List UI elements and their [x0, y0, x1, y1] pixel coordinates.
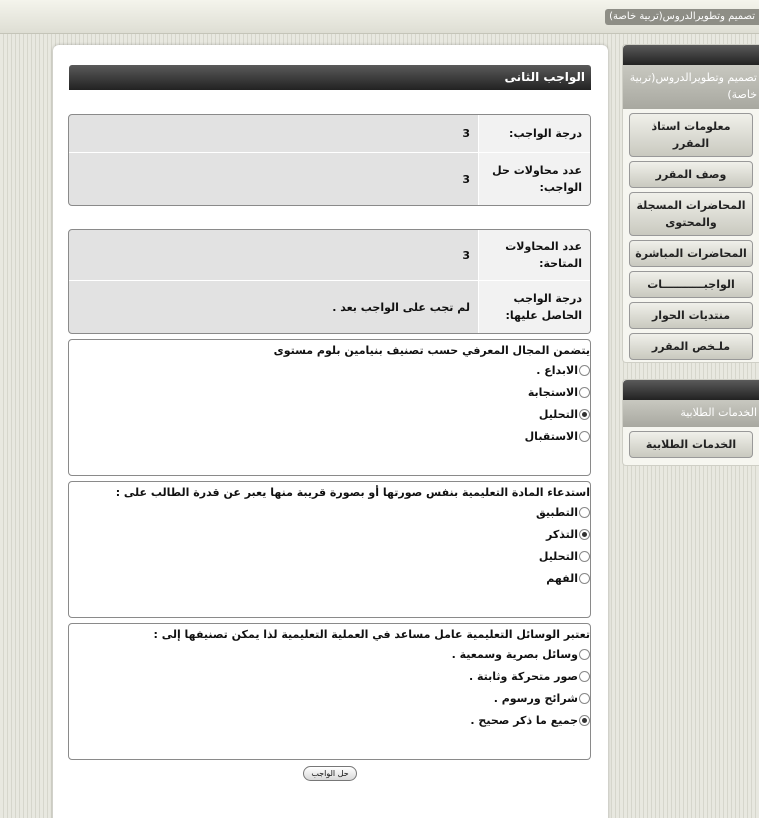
- info-row: [69, 230, 590, 281]
- menu-forums[interactable]: منتديات الحوار: [629, 302, 753, 329]
- option-label: الاستقبال: [524, 429, 578, 443]
- assignment-info-table: [68, 114, 591, 206]
- question-text: استدعاء المادة التعليمية بنفس صورتها أو بصورة قريبة منها يعبر عن قدرة الطالب على :: [115, 486, 590, 499]
- option-label: التحليل: [538, 549, 578, 563]
- services-menu-header: [623, 380, 759, 400]
- question-text: تعتبر الوسائل التعليمية عامل مساعد في العملية التعليمية لذا يمكن تصنيفها إلى :: [153, 628, 590, 641]
- radio-button-selected[interactable]: [579, 715, 590, 726]
- info-row: [69, 281, 590, 333]
- assignment-panel: [53, 45, 608, 818]
- radio-button[interactable]: [579, 573, 590, 584]
- option-label: الاستجابة: [527, 385, 578, 399]
- info-value: لم تجب على الواجب بعد .: [332, 300, 470, 314]
- info-label: عدد محاولات حل الواجب:: [478, 153, 590, 205]
- answer-option[interactable]: [69, 643, 590, 665]
- menu-recorded-lectures[interactable]: المحاضرات المسجلة والمحتوى: [629, 192, 753, 236]
- option-label: التحليل: [538, 407, 578, 421]
- radio-button[interactable]: [579, 649, 590, 660]
- course-title: تصميم وتطويرالدروس(تربية خاصة): [623, 65, 759, 109]
- course-menu-header: [623, 45, 759, 65]
- menu-assignments[interactable]: الواجبـــــــــــات: [629, 271, 753, 298]
- radio-button-selected[interactable]: [579, 409, 590, 420]
- radio-button[interactable]: [579, 387, 590, 398]
- question-1: [68, 339, 591, 476]
- option-label: صور متحركة وثابتة .: [468, 669, 578, 683]
- info-label: درجة الواجب:: [478, 115, 590, 152]
- menu-course-summary[interactable]: ملـخص المقرر: [629, 333, 753, 360]
- answer-option[interactable]: [69, 567, 590, 589]
- menu-instructor-info[interactable]: معلومات استاذ المقرر: [629, 113, 753, 157]
- answer-option[interactable]: [69, 523, 590, 545]
- radio-button[interactable]: [579, 365, 590, 376]
- radio-button[interactable]: [579, 693, 590, 704]
- info-row: [69, 115, 590, 153]
- top-bar: [0, 0, 759, 34]
- answer-option[interactable]: [69, 687, 590, 709]
- option-label: وسائل بصرية وسمعية .: [451, 647, 578, 661]
- info-value: 3: [462, 248, 470, 262]
- menu-student-services[interactable]: الخدمات الطلابية: [629, 431, 753, 458]
- course-menu: [622, 44, 759, 363]
- services-title: الخدمات الطلابية: [623, 400, 759, 427]
- question-2: [68, 481, 591, 618]
- option-label: التطبيق: [535, 505, 578, 519]
- menu-live-lectures[interactable]: المحاضرات المباشرة: [629, 240, 753, 267]
- breadcrumb[interactable]: تصميم وتطويرالدروس(تربية خاصة): [605, 9, 759, 25]
- answer-option[interactable]: [69, 425, 590, 447]
- answer-option[interactable]: [69, 403, 590, 425]
- radio-button[interactable]: [579, 431, 590, 442]
- question-3: [68, 623, 591, 760]
- info-value: 3: [462, 127, 470, 140]
- submit-assignment-button[interactable]: حل الواجب: [303, 766, 357, 781]
- option-label: شرائح ورسوم .: [493, 691, 578, 705]
- info-value: 3: [462, 172, 470, 186]
- answer-option[interactable]: [69, 501, 590, 523]
- info-label: درجة الواجب الحاصل عليها:: [478, 281, 590, 333]
- answer-option[interactable]: [69, 665, 590, 687]
- assignment-title: الواجب الثانى: [69, 65, 591, 90]
- option-label: التذكر: [546, 527, 578, 541]
- radio-button-selected[interactable]: [579, 529, 590, 540]
- option-label: الفهم: [546, 571, 578, 585]
- menu-course-description[interactable]: وصف المقرر: [629, 161, 753, 188]
- info-row: [69, 153, 590, 205]
- student-services-menu: [622, 379, 759, 466]
- answer-option[interactable]: [69, 545, 590, 567]
- info-label: عدد المحاولات المتاحة:: [478, 230, 590, 280]
- answer-option[interactable]: [69, 359, 590, 381]
- answer-option[interactable]: [69, 381, 590, 403]
- option-label: الابداع .: [536, 363, 578, 377]
- radio-button[interactable]: [579, 551, 590, 562]
- radio-button[interactable]: [579, 507, 590, 518]
- question-text: يتضمن المجال المعرفي حسب تصنيف بنيامين بلوم مستوى: [273, 344, 590, 357]
- option-label: جميع ما ذكر صحيح .: [470, 713, 578, 727]
- attempts-info-table: [68, 229, 591, 334]
- radio-button[interactable]: [579, 671, 590, 682]
- answer-option[interactable]: [69, 709, 590, 731]
